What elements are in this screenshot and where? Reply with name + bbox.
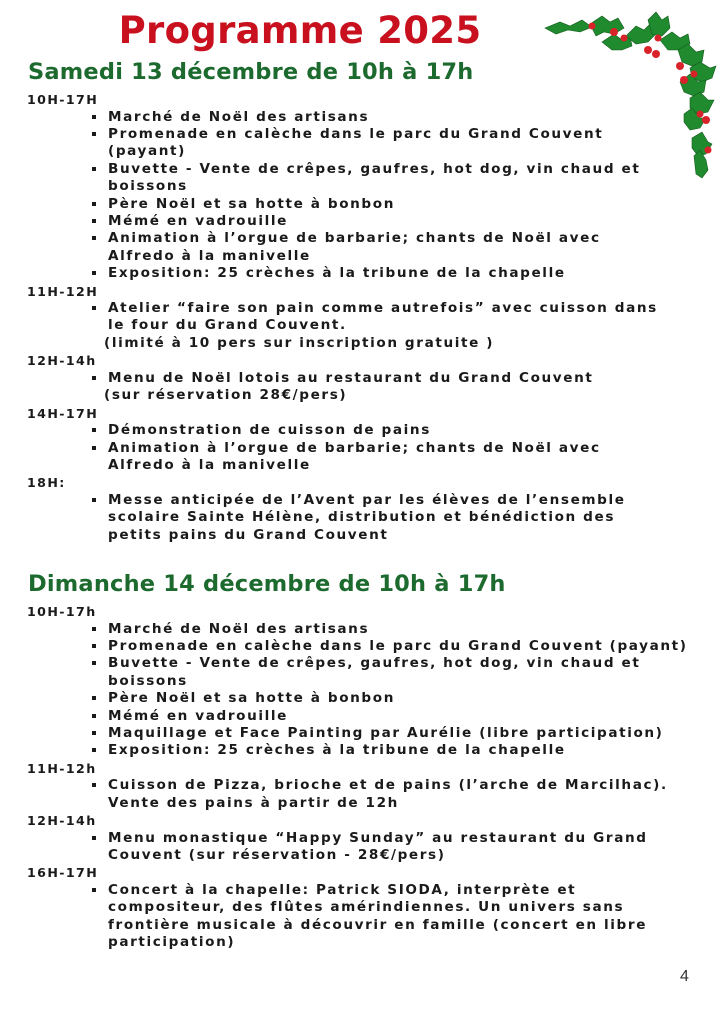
time-slot-label: 18H: xyxy=(27,475,66,491)
time-slot-label: 10H-17H xyxy=(27,92,99,107)
activity-text: Animation à l’orgue de barbarie; chants de Noël avec Alfredo à la manivelle xyxy=(108,230,601,264)
bullet-icon xyxy=(92,714,96,718)
time-slot xyxy=(27,352,707,404)
activity-list xyxy=(27,882,707,952)
bullet-icon xyxy=(92,627,96,631)
bullet-icon xyxy=(92,498,96,502)
activity-text: Messe anticipée de l’Avent par les élèves de l’ensemble scolaire Sainte Hélène, distribution et bénédiction des petits pains du Grand Couvent xyxy=(108,491,626,543)
bullet-icon xyxy=(92,115,96,119)
activity-list xyxy=(27,830,707,865)
list-item xyxy=(108,690,707,707)
list-item xyxy=(108,708,707,725)
day-schedule-saturday xyxy=(27,91,707,544)
time-slot-label: 11H-12h xyxy=(27,760,97,776)
activity-list xyxy=(27,492,707,544)
time-slot xyxy=(27,864,707,951)
activity-list xyxy=(27,300,707,335)
list-item xyxy=(108,621,707,638)
activity-text: Promenade en calèche dans le parc du Grand Couvent (payant) xyxy=(108,637,688,654)
day-heading-saturday: Samedi 13 décembre de 10h à 17h xyxy=(28,59,474,85)
bullet-icon xyxy=(92,236,96,240)
time-slot xyxy=(27,91,707,283)
bullet-icon xyxy=(92,783,96,787)
bullet-icon xyxy=(92,644,96,648)
activity-text: Atelier “faire son pain comme autrefois” avec cuisson dans le four du Grand Couvent. xyxy=(108,300,658,334)
list-item xyxy=(108,725,707,742)
bullet-icon xyxy=(92,748,96,752)
time-slot xyxy=(27,812,707,864)
time-slot-label: 10H-17h xyxy=(27,604,97,619)
activity-text: Exposition: 25 crèches à la tribune de la chapelle xyxy=(108,742,566,759)
activity-text: Père Noël et sa hotte à bonbon xyxy=(108,195,395,212)
activity-text: Exposition: 25 crèches à la tribune de la chapelle xyxy=(108,265,566,282)
list-item xyxy=(108,638,707,655)
activity-text: Mémé en vadrouille xyxy=(108,212,288,229)
time-slot-label: 14H-17H xyxy=(27,405,99,421)
time-slot-label: 12H-14h xyxy=(27,353,97,369)
activity-text: Menu monastique “Happy Sunday” au restaurant du Grand Couvent (sur réservation - 28€/pers) xyxy=(108,829,648,863)
activity-text: Concert à la chapelle: Patrick SIODA, interprète et compositeur, des flûtes amérindiennes. Un univers sans frontière musicale à découvrir en famille (concert en libre participation) xyxy=(108,881,648,951)
activity-text: Marché de Noël des artisans xyxy=(108,620,370,637)
activity-list xyxy=(27,777,707,812)
list-item xyxy=(108,422,707,439)
time-slot xyxy=(27,603,707,760)
day-heading-sunday: Dimanche 14 décembre de 10h à 17h xyxy=(28,571,506,597)
bullet-icon xyxy=(92,376,96,380)
activity-text: Menu de Noël lotois au restaurant du Grand Couvent xyxy=(108,369,594,386)
bullet-icon xyxy=(92,888,96,892)
activity-note: (sur réservation 28€/pers) xyxy=(104,387,348,404)
activity-text: Animation à l’orgue de barbarie; chants de Noël avec Alfredo à la manivelle xyxy=(108,439,601,473)
list-item xyxy=(108,440,618,475)
list-item xyxy=(108,830,668,865)
bullet-icon xyxy=(92,202,96,206)
list-item xyxy=(108,882,668,952)
bullet-icon xyxy=(92,836,96,840)
activity-text: Père Noël et sa hotte à bonbon xyxy=(108,690,395,707)
time-slot-label: 16H-17H xyxy=(27,865,99,881)
list-item xyxy=(108,777,693,812)
activity-text: Mémé en vadrouille xyxy=(108,707,288,724)
bullet-icon xyxy=(92,219,96,223)
activity-text: Buvette - Vente de crêpes, gaufres, hot dog, vin chaud et boissons xyxy=(108,160,641,195)
time-slot xyxy=(27,474,707,544)
list-item xyxy=(108,265,707,282)
bullet-icon xyxy=(92,661,96,665)
activity-text: Cuisson de Pizza, brioche et de pains (l’arche de Marcilhac). Vente des pains à partir de 12h xyxy=(108,777,668,811)
activity-list xyxy=(27,370,707,387)
activity-text: Promenade en calèche dans le parc du Grand Couvent (payant) xyxy=(108,125,604,160)
bullet-icon xyxy=(92,446,96,450)
activity-text: Buvette - Vente de crêpes, gaufres, hot dog, vin chaud et boissons xyxy=(108,655,641,689)
list-item xyxy=(108,742,707,759)
list-item xyxy=(108,230,618,265)
bullet-icon xyxy=(92,132,96,136)
activity-list xyxy=(27,422,707,474)
bullet-icon xyxy=(92,731,96,735)
activity-list xyxy=(27,621,707,760)
page-number: 4 xyxy=(680,968,689,985)
list-item xyxy=(108,300,668,335)
day-schedule-sunday xyxy=(27,603,707,952)
time-slot-label: 11H-12H xyxy=(27,283,99,299)
time-slot xyxy=(27,405,707,475)
activity-text: Démonstration de cuisson de pains xyxy=(108,422,431,439)
activity-list xyxy=(27,109,707,283)
activity-text: Marché de Noël des artisans xyxy=(108,108,370,125)
list-item xyxy=(108,213,707,230)
bullet-icon xyxy=(92,428,96,432)
list-item xyxy=(108,370,707,387)
list-item xyxy=(108,655,648,690)
time-slot-label: 12H-14h xyxy=(27,813,97,829)
page-title: Programme 2025 xyxy=(118,9,482,52)
list-item xyxy=(108,492,648,544)
list-item xyxy=(108,126,628,161)
list-item xyxy=(108,109,707,126)
bullet-icon xyxy=(92,696,96,700)
time-slot xyxy=(27,760,707,812)
list-item xyxy=(108,196,707,213)
time-slot xyxy=(27,283,707,353)
activity-text: Maquillage et Face Painting par Aurélie (libre participation) xyxy=(108,724,664,741)
list-item xyxy=(108,161,648,196)
activity-note: (limité à 10 pers sur inscription gratuite ) xyxy=(104,334,495,351)
bullet-icon xyxy=(92,306,96,310)
bullet-icon xyxy=(92,167,96,171)
bullet-icon xyxy=(92,271,96,275)
